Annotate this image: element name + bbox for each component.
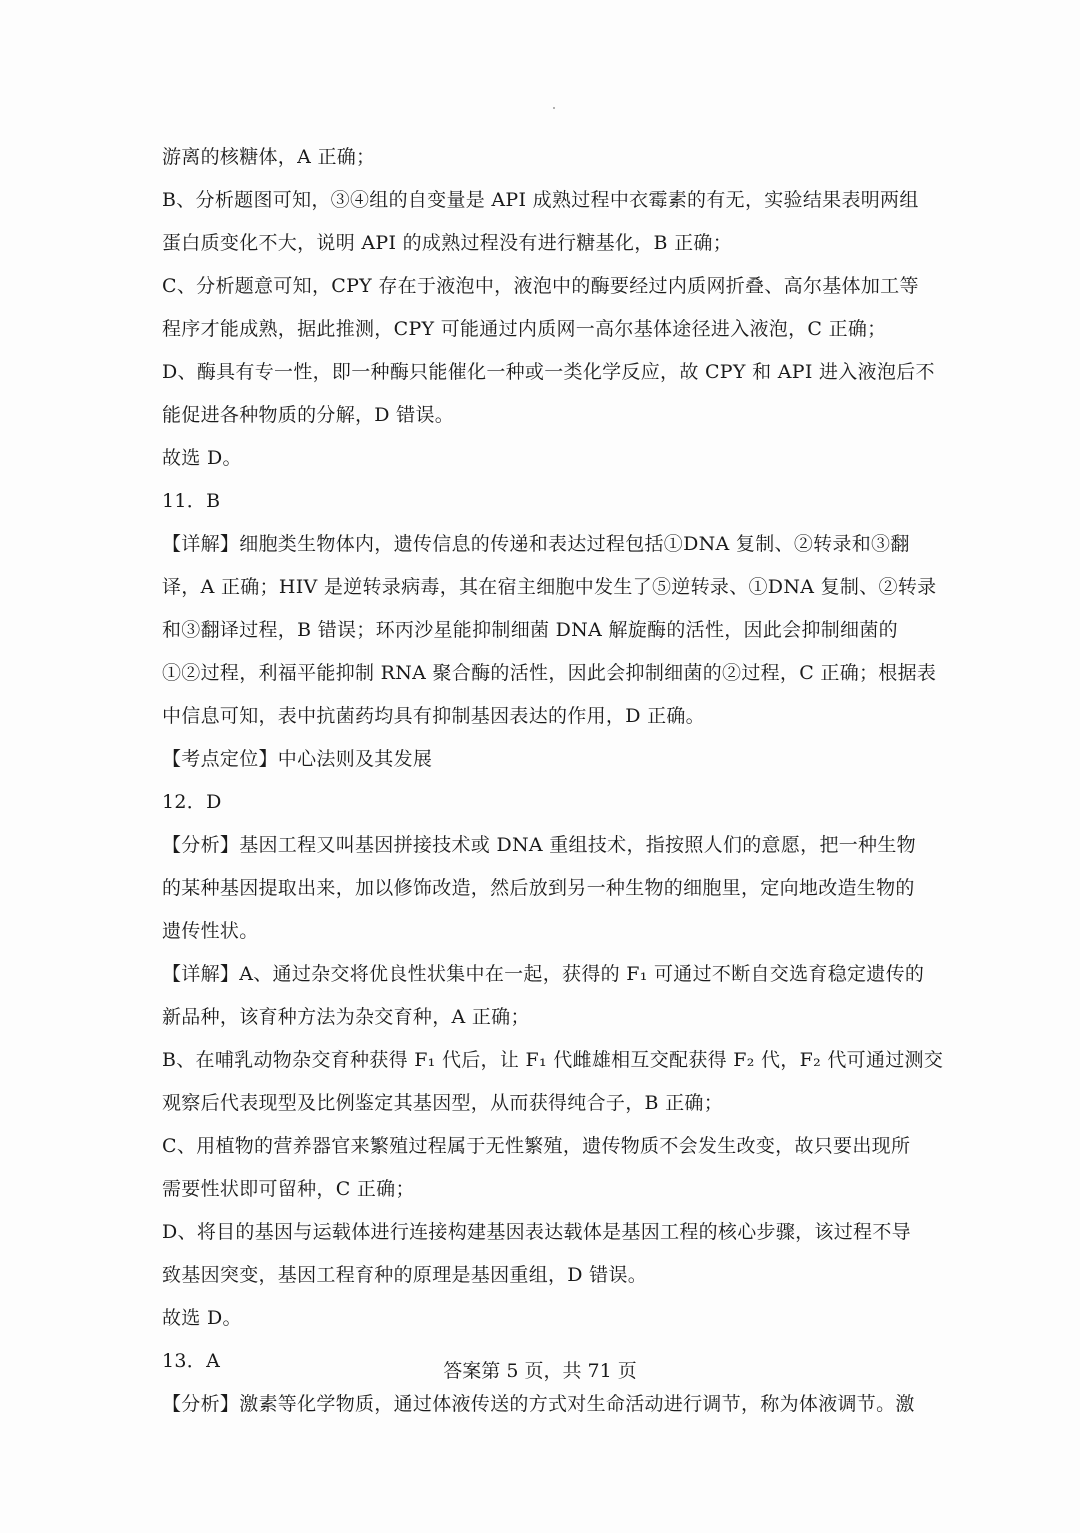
text-line: 【分析】基因工程又叫基因拼接技术或 DNA 重组技术，指按照人们的意愿，把一种生物	[162, 834, 916, 856]
text-line: ①②过程，利福平能抑制 RNA 聚合酶的活性，因此会抑制细菌的②过程，C 正确；根据表	[162, 662, 937, 684]
text-line: 【考点定位】中心法则及其发展	[162, 748, 433, 770]
text-line: D、酶具有专一性，即一种酶只能催化一种或一类化学反应，故 CPY 和 API 进入液泡后不	[162, 361, 935, 383]
text-line: 和③翻译过程，B 错误；环丙沙星能抑制细菌 DNA 解旋酶的活性，因此会抑制细菌的	[162, 619, 898, 641]
text-line: 程序才能成熟，据此推测，CPY 可能通过内质网一高尔基体途径进入液泡，C 正确；	[162, 318, 887, 340]
text-line: D、将目的基因与运载体进行连接构建基因表达载体是基因工程的核心步骤，该过程不导	[162, 1221, 911, 1243]
text-line: 12．D	[162, 791, 222, 813]
text-line: C、用植物的营养器官来繁殖过程属于无性繁殖，遗传物质不会发生改变，故只要出现所	[162, 1135, 911, 1157]
answer-text-body	[162, 136, 944, 1426]
text-line: 译，A 正确；HIV 是逆转录病毒，其在宿主细胞中发生了⑤逆转录、①DNA 复制、②转录	[162, 576, 937, 598]
text-line: 【详解】A、通过杂交将优良性状集中在一起，获得的 F₁ 可通过不断自交选育稳定遗传的	[162, 963, 925, 985]
text-line: B、分析题图可知，③④组的自变量是 API 成熟过程中衣霉素的有无，实验结果表明两组	[162, 189, 919, 211]
text-line: 游离的核糖体，A 正确；	[162, 146, 376, 168]
text-line: 13．A	[162, 1350, 221, 1372]
text-line: B、在哺乳动物杂交育种获得 F₁ 代后，让 F₁ 代雌雄相互交配获得 F₂ 代，F₂ 代可通过测交	[162, 1049, 944, 1071]
text-line: 需要性状即可留种，C 正确；	[162, 1178, 415, 1200]
text-line: 的某种基因提取出来，加以修饰改造，然后放到另一种生物的细胞里，定向地改造生物的	[162, 877, 915, 899]
text-line: 遗传性状。	[162, 920, 259, 942]
text-line: 致基因突变，基因工程育种的原理是基因重组，D 错误。	[162, 1264, 648, 1286]
scan-speck	[553, 107, 555, 109]
page-footer: 答案第 5 页，共 71 页	[443, 1360, 637, 1382]
text-line: 11．B	[162, 490, 221, 512]
text-line: 【分析】激素等化学物质，通过体液传送的方式对生命活动进行调节，称为体液调节。激	[162, 1393, 915, 1415]
text-line: 中信息可知，表中抗菌药均具有抑制基因表达的作用，D 正确。	[162, 705, 705, 727]
text-line: C、分析题意可知，CPY 存在于液泡中，液泡中的酶要经过内质网折叠、高尔基体加工等	[162, 275, 919, 297]
text-line: 观察后代表现型及比例鉴定其基因型，从而获得纯合子，B 正确；	[162, 1092, 724, 1114]
text-line: 故选 D。	[162, 447, 242, 469]
text-line: 新品种，该育种方法为杂交育种，A 正确；	[162, 1006, 530, 1028]
text-line: 【详解】细胞类生物体内，遗传信息的传递和表达过程包括①DNA 复制、②转录和③翻	[162, 533, 910, 555]
text-line: 蛋白质变化不大，说明 API 的成熟过程没有进行糖基化，B 正确；	[162, 232, 732, 254]
text-line: 能促进各种物质的分解，D 错误。	[162, 404, 455, 426]
text-line: 故选 D。	[162, 1307, 242, 1329]
